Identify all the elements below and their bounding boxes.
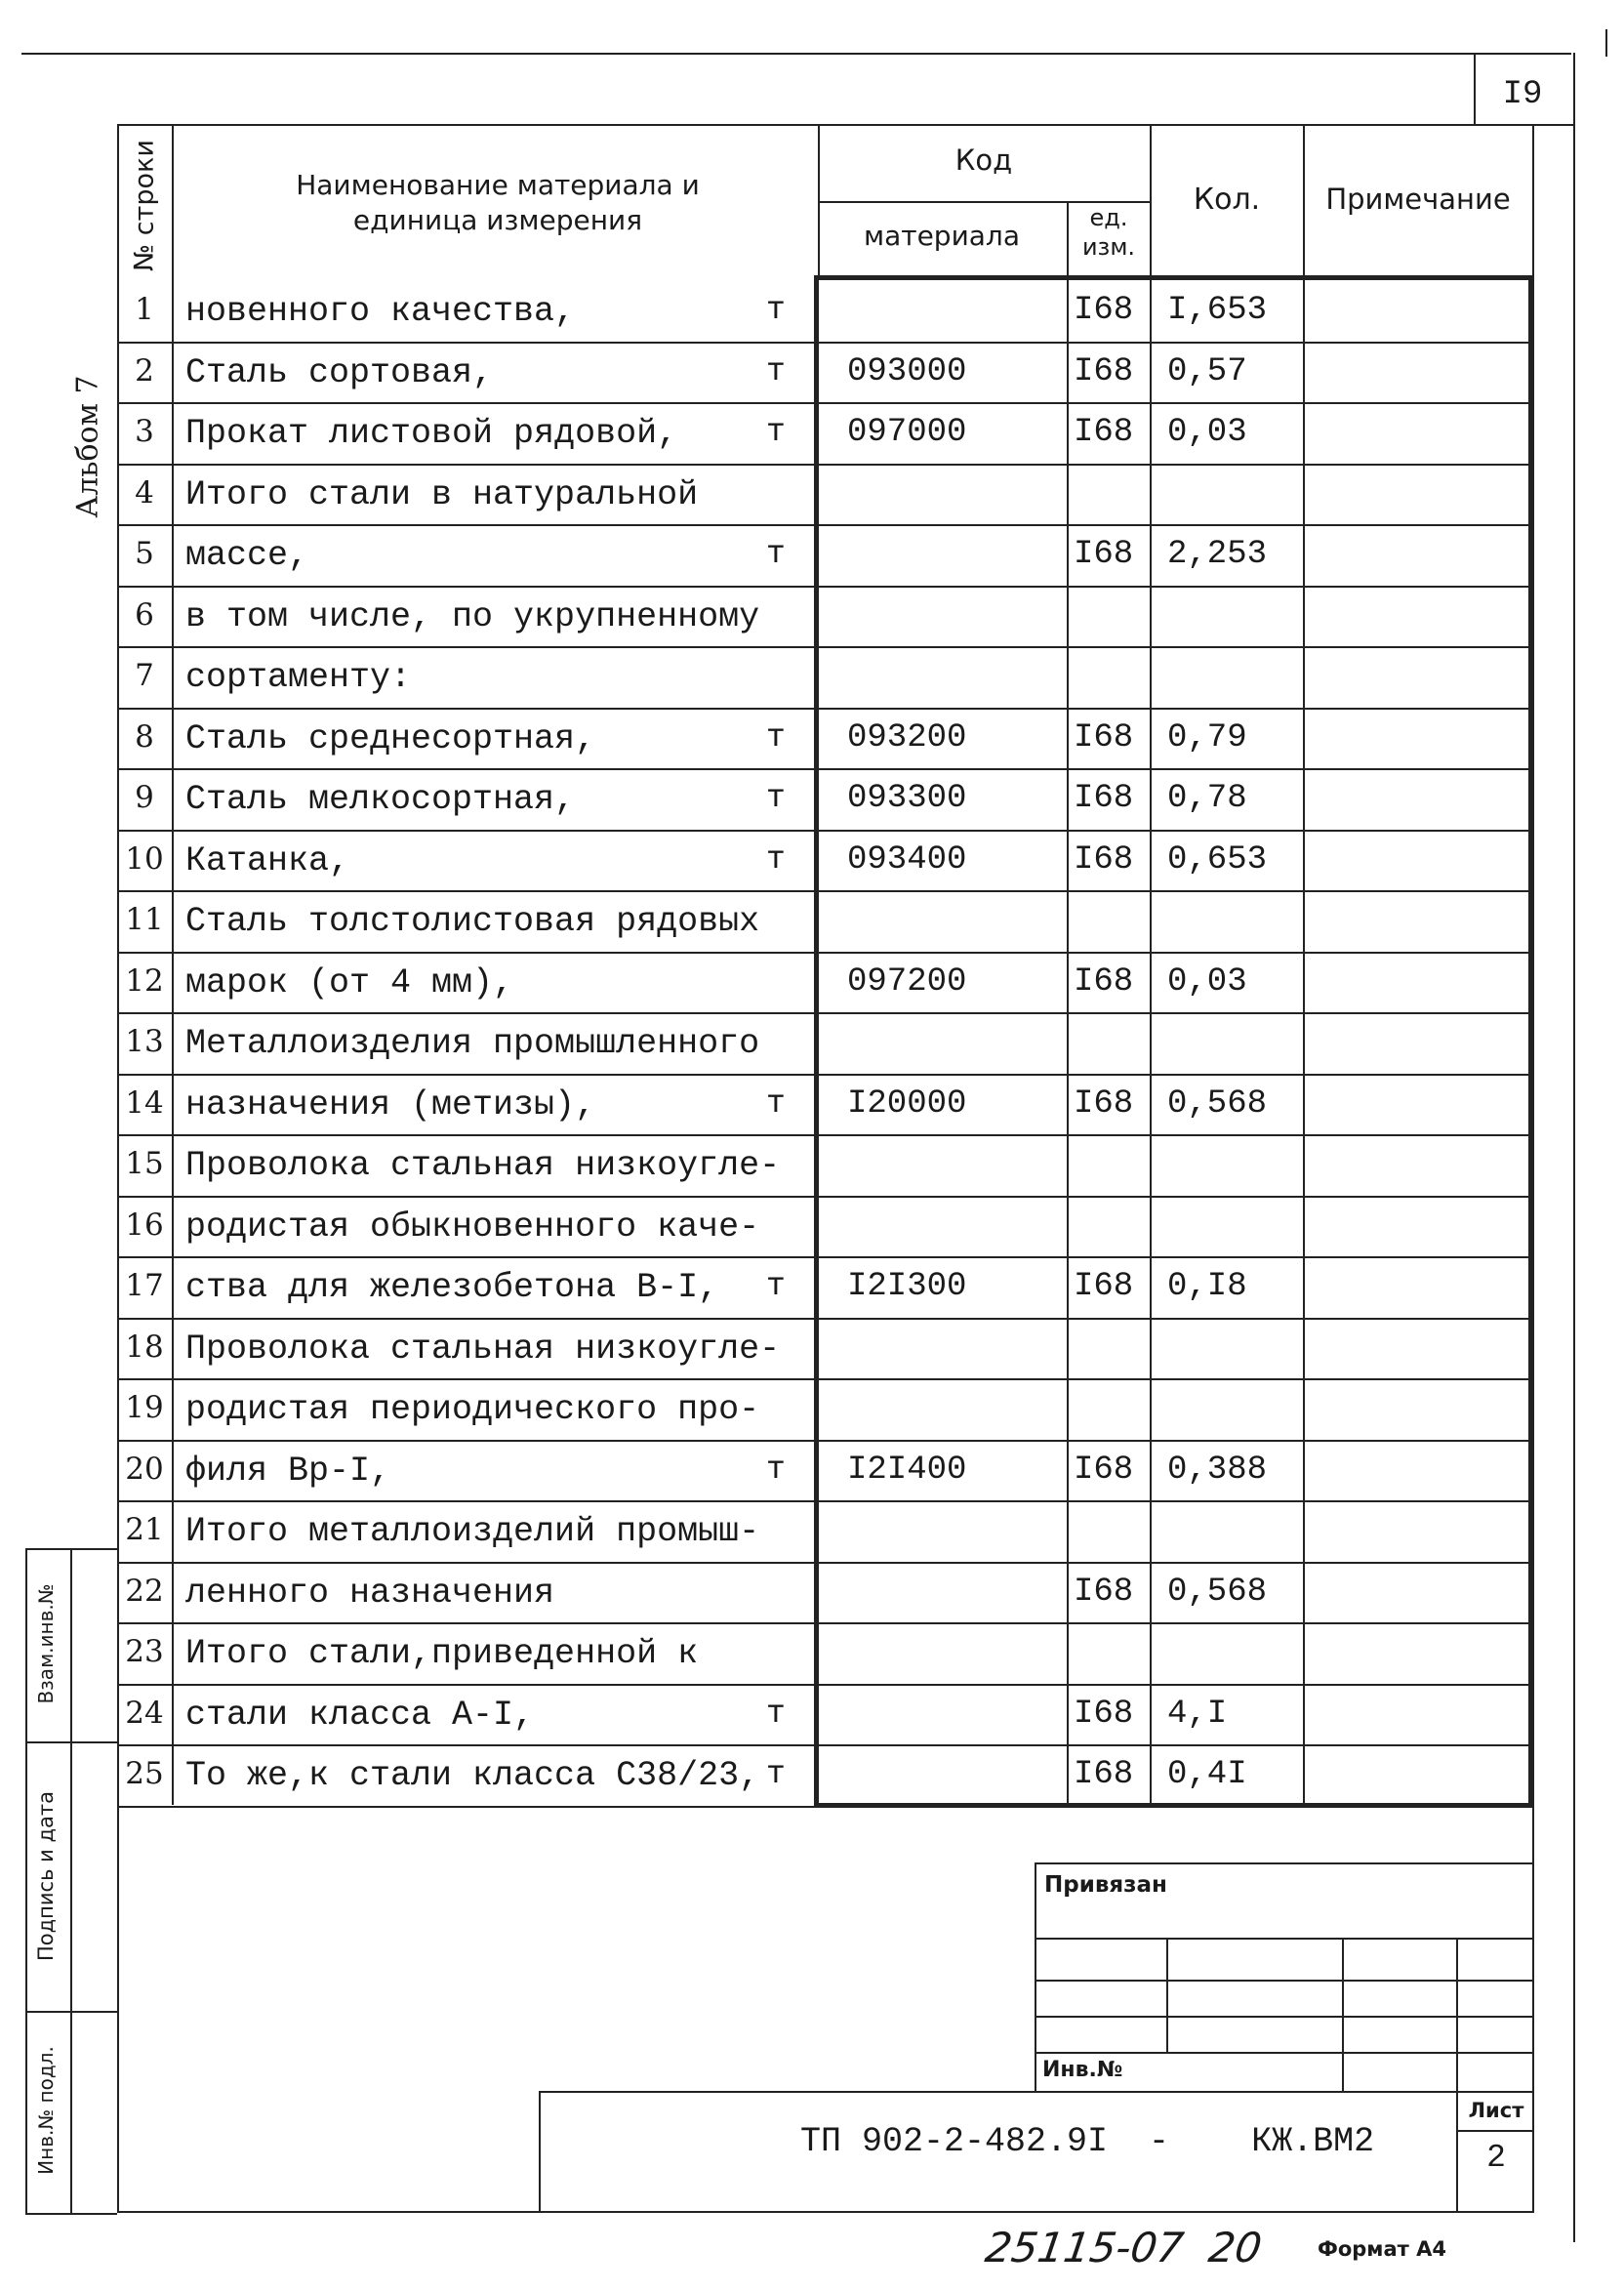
row-divider <box>117 1378 1532 1380</box>
bold-frame-left <box>814 275 819 1808</box>
right-edge-long <box>1573 53 1575 2242</box>
side-stamp-podpis: Подпись и дата <box>34 1791 58 1961</box>
row-unit-code: I68 <box>1074 840 1134 879</box>
row-material-name: Итого стали,приведенной к <box>185 1634 699 1673</box>
right-edge-mark <box>1605 29 1607 57</box>
stamp-list-label: Лист <box>1468 2099 1524 2122</box>
row-unit: т <box>766 1451 786 1488</box>
side-stamp-mid <box>70 1548 72 2213</box>
row-unit-code: I68 <box>1074 414 1134 451</box>
header-row-no: № строки <box>129 140 160 271</box>
row-material-code: 093400 <box>847 840 967 879</box>
table-top <box>117 124 1573 126</box>
row-number: 13 <box>125 1024 164 1059</box>
row-divider <box>117 1256 1532 1258</box>
side-stamp-bottom <box>25 2213 117 2215</box>
row-divider <box>117 890 1532 892</box>
row-unit-code: I68 <box>1074 1451 1134 1489</box>
stamp-v-3 <box>1456 1938 1458 2091</box>
row-divider <box>117 1440 1532 1442</box>
row-material-name: в том числе, по укрупненному <box>185 596 760 636</box>
row-divider <box>117 1622 1532 1624</box>
row-material-name: Итого стали в натуральной <box>185 474 699 514</box>
side-stamp-line-2 <box>25 2011 117 2013</box>
row-quantity: 0,568 <box>1167 1573 1268 1611</box>
row-number: 25 <box>125 1756 164 1791</box>
row-divider <box>117 1806 1532 1808</box>
row-material-code: 093200 <box>847 718 967 757</box>
row-quantity: 4,I <box>1167 1695 1228 1733</box>
row-unit: т <box>766 414 786 450</box>
row-material-name: ленного назначения <box>185 1573 555 1613</box>
row-material-code: I20000 <box>847 1084 967 1123</box>
row-number: 21 <box>125 1512 164 1547</box>
side-stamp-inv-podl: Инв.№ подл. <box>34 2046 58 2175</box>
sheet-corner-number: I9 <box>1502 76 1543 113</box>
header-unit: ед. изм. <box>1081 204 1136 261</box>
row-material-name: стали класса А-I, <box>185 1695 535 1735</box>
row-quantity: 0,57 <box>1167 352 1247 390</box>
row-number: 24 <box>125 1695 164 1731</box>
row-quantity: 0,4I <box>1167 1756 1247 1793</box>
col-divider-ed <box>1067 280 1069 1805</box>
row-material-name: родистая периодического про- <box>185 1390 760 1429</box>
row-divider <box>117 768 1532 770</box>
footer-handwritten: 25115-07 20 <box>982 2224 1265 2271</box>
row-quantity: 0,78 <box>1167 780 1247 817</box>
row-unit: т <box>766 1695 786 1732</box>
row-divider <box>117 464 1532 466</box>
row-unit: т <box>766 1268 786 1304</box>
docblock-left <box>539 2091 541 2213</box>
stamp-privyazan: Привязан <box>1044 1872 1167 1898</box>
stamp-list-no: 2 <box>1486 2140 1506 2176</box>
row-number: 15 <box>125 1146 164 1181</box>
corner-box-left <box>1474 53 1476 125</box>
row-material-code: 093300 <box>847 780 967 817</box>
header-material: материала <box>863 220 1020 252</box>
row-quantity: 0,I8 <box>1167 1268 1247 1305</box>
row-unit-code: I68 <box>1074 1756 1134 1793</box>
row-material-code: I2I400 <box>847 1451 967 1489</box>
row-material-name: Проволока стальная низкоугле- <box>185 1329 781 1369</box>
row-material-name: Итого металлоизделий промыш- <box>185 1512 760 1551</box>
row-material-name: То же,к стали класса С38/23, <box>185 1756 760 1795</box>
header-qty: Кол. <box>1193 183 1261 217</box>
stamp-inv-no: Инв.№ <box>1042 2058 1123 2082</box>
side-stamp-vzam: Взам.инв.№ <box>34 1583 58 1704</box>
row-unit: т <box>766 292 786 328</box>
row-number: 7 <box>135 658 154 693</box>
row-divider <box>117 708 1532 710</box>
row-divider <box>117 952 1532 954</box>
row-divider <box>117 1318 1532 1320</box>
bottom-line <box>117 2211 1534 2213</box>
row-material-name: ства для железобетона В-I, <box>185 1268 719 1307</box>
row-quantity: 2,253 <box>1167 536 1268 573</box>
row-divider <box>117 1744 1532 1746</box>
row-unit: т <box>766 780 786 816</box>
row-material-name: Металлоизделия промышленного <box>185 1024 760 1063</box>
stamp-line-4 <box>1035 2052 1534 2054</box>
row-number: 3 <box>135 414 154 449</box>
row-quantity: 0,568 <box>1167 1084 1268 1123</box>
row-material-name: филя Вр-I, <box>185 1451 391 1491</box>
row-number: 19 <box>125 1390 164 1425</box>
row-number: 4 <box>135 474 154 511</box>
row-unit-code: I68 <box>1074 536 1134 573</box>
row-quantity: 0,79 <box>1167 718 1247 757</box>
stamp-line-2 <box>1035 1980 1534 1982</box>
row-unit-code: I68 <box>1074 962 1134 1001</box>
row-unit: т <box>766 718 786 756</box>
docblock-top <box>539 2091 1534 2093</box>
row-divider <box>117 586 1532 588</box>
row-quantity: 0,388 <box>1167 1451 1268 1489</box>
side-stamp-line-1 <box>25 1741 117 1743</box>
row-unit: т <box>766 536 786 572</box>
stamp-line-1 <box>1035 1938 1534 1940</box>
col-divider-qty-body <box>1150 280 1152 1805</box>
row-material-code: 097200 <box>847 962 967 1001</box>
side-stamp-left <box>25 1548 27 2213</box>
row-number: 22 <box>125 1573 164 1609</box>
row-unit-code: I68 <box>1074 352 1134 390</box>
top-border-line <box>21 53 1571 55</box>
row-material-name: массе, <box>185 536 309 575</box>
row-material-name: Сталь сортовая, <box>185 352 494 392</box>
stamp-line-3 <box>1035 2016 1534 2018</box>
row-divider <box>117 830 1532 832</box>
row-unit: т <box>766 1756 786 1792</box>
row-material-name: Сталь толстолистовая рядовых <box>185 902 760 941</box>
row-material-name: Прокат листовой рядовой, <box>185 414 678 453</box>
stamp-left <box>1035 1862 1036 2091</box>
stamp-v-1 <box>1166 1938 1168 2052</box>
row-material-name: Проволока стальная низкоугле- <box>185 1146 781 1185</box>
row-quantity: 0,03 <box>1167 414 1247 451</box>
row-number: 14 <box>125 1084 164 1121</box>
row-unit-code: I68 <box>1074 1268 1134 1305</box>
bold-frame-right <box>1528 275 1533 1808</box>
row-number: 8 <box>135 718 154 755</box>
row-number: 5 <box>135 536 154 571</box>
row-number: 18 <box>125 1329 164 1365</box>
row-quantity: 0,03 <box>1167 962 1247 1001</box>
row-number: 2 <box>135 352 154 389</box>
header-note: Примечание <box>1325 183 1511 216</box>
row-material-name: назначения (метизы), <box>185 1084 596 1125</box>
header-code: Код <box>954 143 1013 177</box>
col-divider-note <box>1303 124 1305 1805</box>
bold-frame-top <box>816 275 1532 280</box>
row-unit-code: I68 <box>1074 1695 1134 1733</box>
row-divider <box>117 1196 1532 1198</box>
row-divider <box>117 1562 1532 1564</box>
row-unit-code: I68 <box>1074 292 1134 329</box>
row-number: 9 <box>135 780 154 815</box>
header-name: Наименование материала и единица измерения <box>296 169 700 236</box>
row-unit: т <box>766 352 786 389</box>
row-number: 16 <box>125 1207 164 1243</box>
row-divider <box>117 1684 1532 1686</box>
row-divider <box>117 342 1532 344</box>
row-material-name: родистая обыкновенного каче- <box>185 1207 760 1247</box>
row-quantity: 0,653 <box>1167 840 1268 879</box>
row-divider <box>117 646 1532 648</box>
row-unit-code: I68 <box>1074 1573 1134 1611</box>
row-material-name: марок (от 4 мм), <box>185 962 514 1002</box>
row-number: 6 <box>135 596 154 633</box>
footer-format: Формат А4 <box>1318 2237 1446 2261</box>
row-divider <box>117 1012 1532 1014</box>
side-stamp-top <box>25 1548 117 1550</box>
row-number: 10 <box>125 840 164 877</box>
row-number: 23 <box>125 1634 164 1669</box>
docblock-list-line <box>1456 2130 1534 2132</box>
stamp-doc-code: ТП 902-2-482.9I - КЖ.ВМ2 <box>800 2122 1375 2161</box>
row-unit: т <box>766 840 786 878</box>
row-divider <box>117 1500 1532 1502</box>
row-number: 20 <box>125 1451 164 1487</box>
row-number: 1 <box>135 292 154 327</box>
row-quantity: I,653 <box>1167 292 1268 329</box>
row-unit-code: I68 <box>1074 1084 1134 1123</box>
row-material-code: 097000 <box>847 414 967 451</box>
row-divider <box>117 402 1532 404</box>
row-material-name: Катанка, <box>185 840 350 880</box>
col-divider-rowno <box>172 124 174 1805</box>
row-material-code: 093000 <box>847 352 967 390</box>
row-divider <box>117 524 1532 526</box>
row-material-code: I2I300 <box>847 1268 967 1305</box>
row-material-name: сортаменту: <box>185 658 412 697</box>
album-label: Альбом 7 <box>70 375 105 518</box>
row-unit: т <box>766 1084 786 1122</box>
row-material-name: Сталь мелкосортная, <box>185 780 576 819</box>
row-divider <box>117 1074 1532 1076</box>
row-unit-code: I68 <box>1074 780 1134 817</box>
row-number: 17 <box>125 1268 164 1303</box>
row-material-name: Сталь среднесортная, <box>185 718 596 758</box>
row-divider <box>117 1134 1532 1136</box>
row-material-name: новенного качества, <box>185 292 576 331</box>
stamp-v-2 <box>1342 1938 1344 2091</box>
row-number: 12 <box>125 962 164 999</box>
row-number: 11 <box>125 902 164 937</box>
stamp-top <box>1035 1862 1534 1864</box>
row-unit-code: I68 <box>1074 718 1134 757</box>
